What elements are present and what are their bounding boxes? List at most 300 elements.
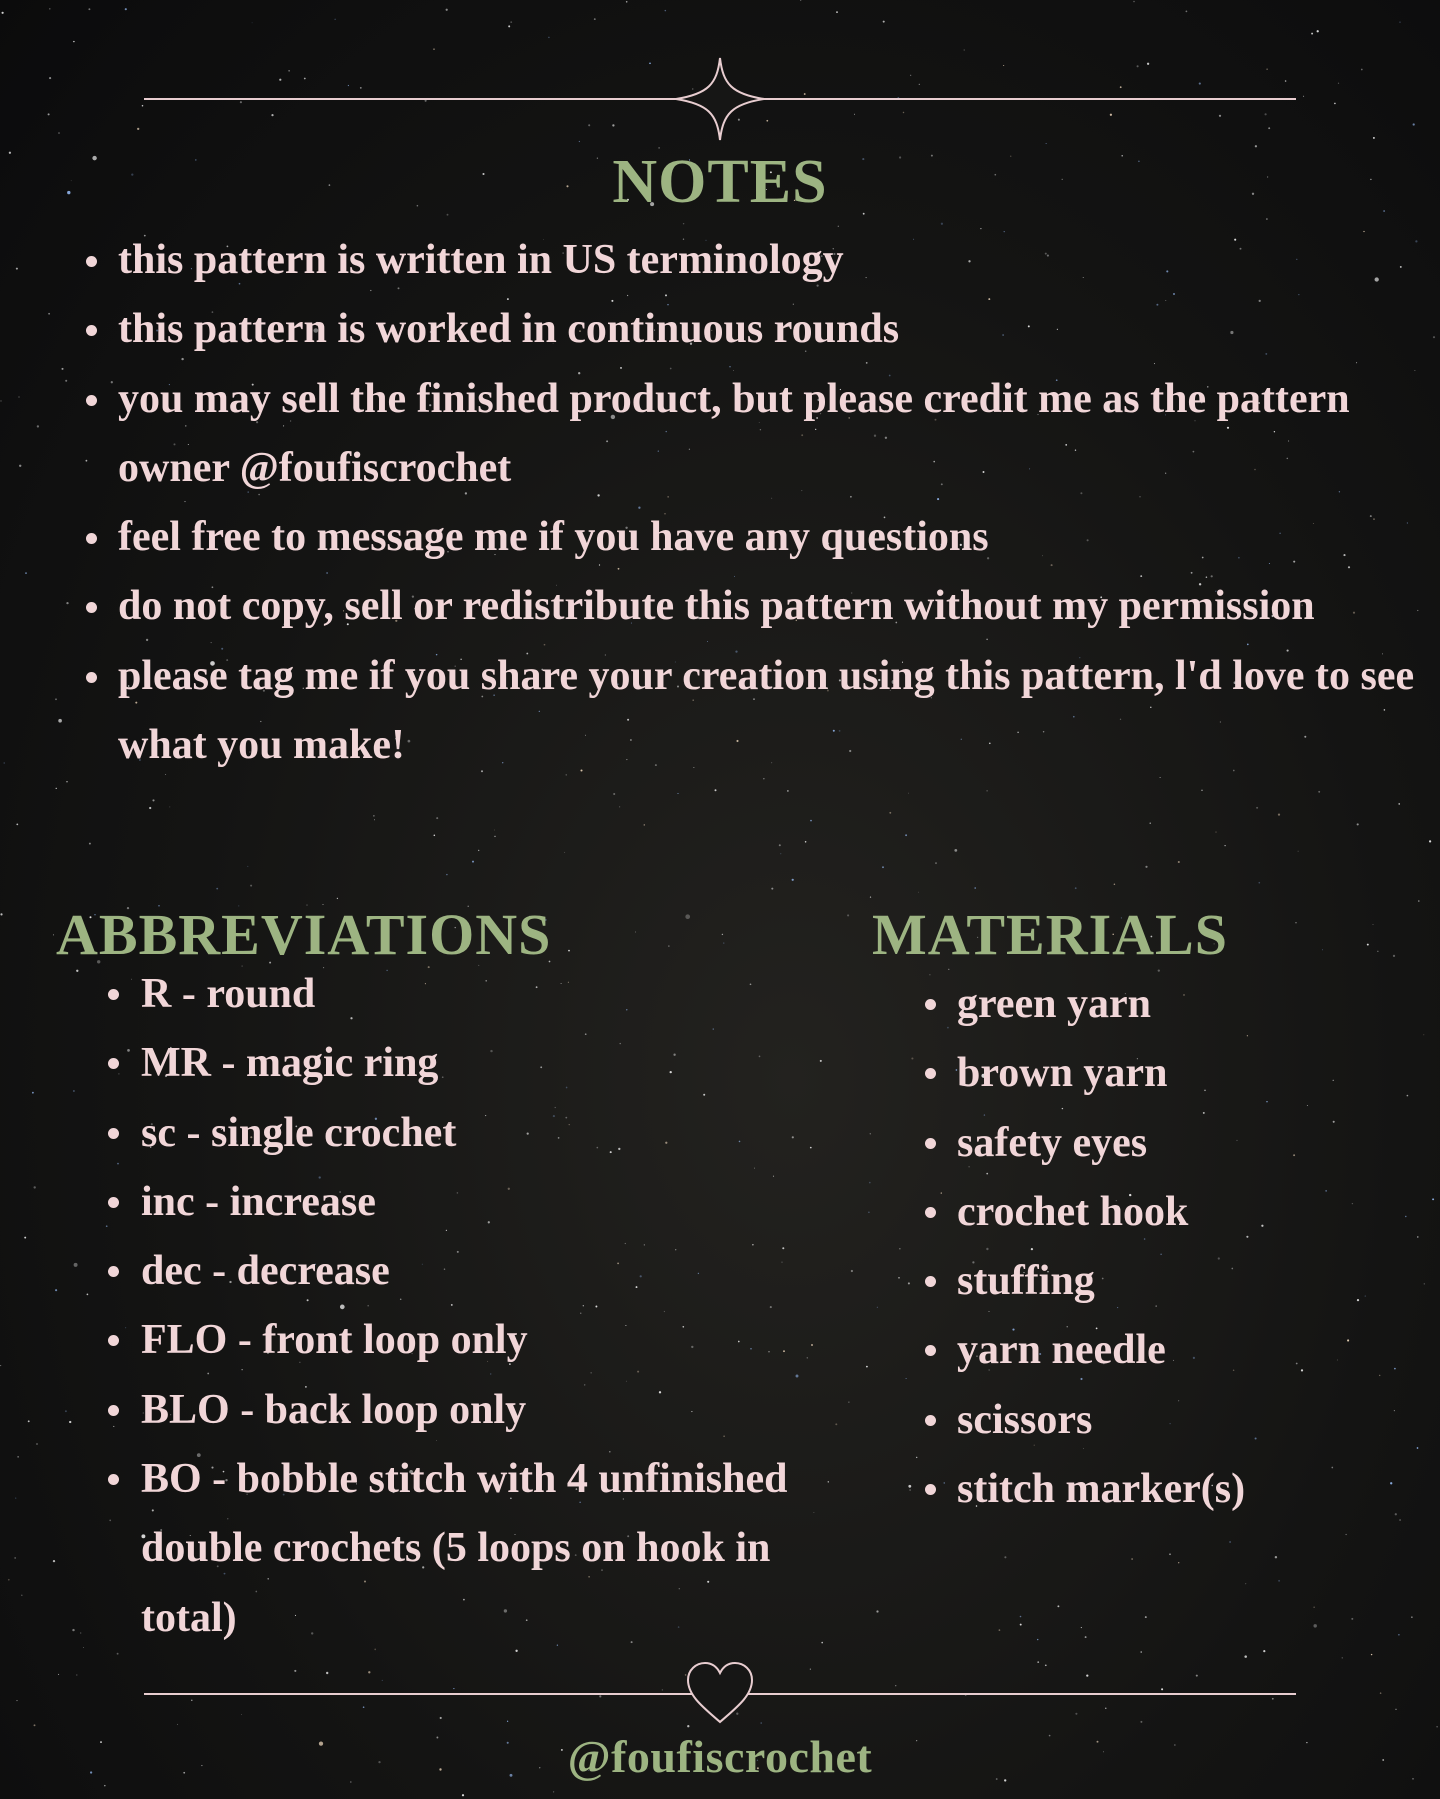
star-dot bbox=[1110, 114, 1112, 116]
star-dot bbox=[974, 887, 976, 889]
star-dot bbox=[1256, 807, 1258, 809]
bullet-icon bbox=[108, 1197, 119, 1208]
note-text: this pattern is written in US terminology bbox=[118, 237, 844, 283]
star-dot bbox=[24, 1237, 26, 1239]
star-dot bbox=[810, 1669, 811, 1670]
star-dot bbox=[999, 1629, 1001, 1631]
star-dot bbox=[191, 1700, 192, 1701]
star-dot bbox=[1373, 137, 1375, 139]
star-dot bbox=[69, 1421, 71, 1423]
bullet-icon bbox=[108, 1128, 119, 1139]
star-dot bbox=[348, 85, 349, 86]
heart-icon bbox=[684, 1660, 756, 1726]
star-dot bbox=[0, 1365, 1, 1366]
material-text: green yarn bbox=[957, 981, 1152, 1027]
material-text: crochet hook bbox=[957, 1188, 1189, 1235]
star-dot bbox=[1334, 103, 1336, 105]
star-dot bbox=[49, 77, 51, 79]
star-dot bbox=[288, 70, 290, 72]
star-dot bbox=[17, 1456, 18, 1457]
star-dot bbox=[1020, 1616, 1022, 1618]
star-dot bbox=[56, 788, 57, 789]
star-dot bbox=[73, 1090, 75, 1092]
star-dot bbox=[111, 381, 113, 383]
star-dot bbox=[58, 1674, 59, 1675]
star-dot bbox=[1357, 823, 1359, 825]
star-dot bbox=[125, 1327, 126, 1328]
star-dot bbox=[18, 396, 19, 397]
star-dot bbox=[1268, 127, 1270, 129]
material-text: stitch marker(s) bbox=[957, 1466, 1246, 1513]
star-dot bbox=[851, 1270, 853, 1272]
star-dot bbox=[1186, 11, 1188, 13]
star-dot bbox=[906, 1378, 907, 1379]
star-dot bbox=[905, 834, 907, 836]
star-dot bbox=[780, 853, 781, 854]
star-dot bbox=[1433, 336, 1435, 338]
bullet-icon bbox=[925, 1415, 936, 1426]
star-dot bbox=[986, 790, 988, 792]
star-dot bbox=[61, 368, 63, 370]
star-dot bbox=[1314, 1607, 1315, 1608]
star-dot bbox=[668, 946, 669, 947]
material-text: brown yarn bbox=[957, 1050, 1168, 1097]
star-dot bbox=[665, 10, 666, 11]
star-dot bbox=[588, 124, 590, 126]
star-dot bbox=[1133, 1, 1135, 3]
star-dot bbox=[87, 1294, 89, 1296]
star-dot bbox=[805, 841, 807, 843]
star-dot bbox=[86, 460, 88, 462]
star-dot bbox=[964, 49, 965, 50]
material-text: stuffing bbox=[957, 1258, 1095, 1305]
star-dot bbox=[1424, 1283, 1425, 1284]
star-dot bbox=[1145, 1616, 1147, 1618]
star-dot bbox=[1178, 1562, 1179, 1563]
star-dot bbox=[360, 87, 362, 89]
star-dot bbox=[1004, 1556, 1006, 1558]
abbreviation-text: FLO - front loop only bbox=[141, 1317, 528, 1364]
star-dot bbox=[453, 1688, 454, 1689]
list-item bbox=[141, 1445, 841, 1653]
material-text: yarn needle bbox=[957, 1327, 1166, 1374]
star-dot bbox=[1398, 803, 1400, 805]
star-dot bbox=[1131, 1558, 1133, 1560]
star-dot bbox=[619, 806, 620, 807]
star-dot bbox=[17, 1700, 18, 1701]
star-dot bbox=[16, 268, 18, 270]
star-dot bbox=[1086, 1674, 1088, 1676]
star-dot bbox=[1313, 1624, 1316, 1627]
star-dot bbox=[683, 223, 684, 224]
star-dot bbox=[848, 1402, 849, 1403]
star-dot bbox=[1045, 1664, 1047, 1666]
abbreviation-text: BLO - back loop only bbox=[141, 1386, 527, 1433]
star-dot bbox=[80, 1632, 81, 1633]
star-dot bbox=[800, 0, 801, 1]
star-dot bbox=[760, 1722, 762, 1724]
star-dot bbox=[66, 781, 67, 782]
star-dot bbox=[1318, 791, 1320, 793]
star-dot bbox=[1351, 1618, 1353, 1620]
materials-list bbox=[957, 970, 1417, 1524]
star-dot bbox=[1219, 115, 1221, 117]
star-dot bbox=[434, 835, 436, 837]
star-dot bbox=[919, 84, 920, 85]
list-item bbox=[141, 960, 841, 1029]
star-dot bbox=[494, 836, 495, 837]
star-dot bbox=[1417, 1236, 1418, 1237]
star-dot bbox=[1272, 1698, 1274, 1700]
star-dot bbox=[909, 1489, 911, 1491]
star-dot bbox=[898, 1277, 900, 1279]
star-dot bbox=[1140, 1721, 1142, 1723]
star-dot bbox=[1342, 1657, 1343, 1658]
star-dot bbox=[1393, 955, 1395, 957]
list-item bbox=[141, 1168, 841, 1237]
star-dot bbox=[1081, 1627, 1082, 1628]
star-dot bbox=[635, 932, 636, 933]
star-dot bbox=[425, 100, 427, 102]
list-item bbox=[957, 1178, 1417, 1247]
materials-heading: MATERIALS bbox=[872, 902, 1228, 967]
star-dot bbox=[1244, 1655, 1247, 1658]
star-dot bbox=[1377, 951, 1378, 952]
notes-list bbox=[118, 226, 1418, 780]
star-dot bbox=[903, 112, 904, 113]
star-dot bbox=[8, 1579, 10, 1581]
bullet-icon bbox=[108, 989, 119, 1000]
star-dot bbox=[1075, 887, 1077, 889]
star-dot bbox=[882, 866, 884, 868]
star-dot bbox=[440, 1717, 442, 1719]
star-dot bbox=[1075, 1713, 1077, 1715]
list-item bbox=[141, 1376, 841, 1445]
footer-handle: @foufiscrochet bbox=[567, 1731, 873, 1782]
star-dot bbox=[947, 1027, 949, 1029]
star-dot bbox=[0, 913, 2, 915]
star-dot bbox=[88, 8, 90, 10]
star-dot bbox=[1085, 1636, 1087, 1638]
star-dot bbox=[779, 844, 781, 846]
star-dot bbox=[510, 21, 512, 23]
star-dot bbox=[117, 1163, 119, 1165]
star-dot bbox=[76, 1674, 77, 1675]
star-dot bbox=[279, 79, 281, 81]
note-text: do not copy, sell or redistribute this pattern without my permission bbox=[118, 583, 1315, 630]
star-dot bbox=[649, 62, 651, 64]
abbreviation-text: sc - single crochet bbox=[141, 1109, 457, 1156]
star-dot bbox=[1245, 1583, 1246, 1584]
abbreviation-text: R - round bbox=[141, 971, 316, 1017]
star-dot bbox=[594, 18, 596, 20]
star-dot bbox=[1278, 1580, 1280, 1582]
bullet-icon bbox=[925, 999, 936, 1010]
star-dot bbox=[1147, 63, 1149, 65]
star-dot bbox=[876, 1610, 878, 1612]
star-dot bbox=[508, 25, 510, 27]
star-dot bbox=[1020, 1624, 1022, 1626]
star-dot bbox=[908, 1485, 911, 1488]
star-dot bbox=[870, 1133, 871, 1134]
star-dot bbox=[1371, 1654, 1372, 1655]
star-dot bbox=[810, 820, 812, 822]
bullet-icon bbox=[925, 1207, 936, 1218]
star-dot bbox=[58, 719, 62, 723]
star-dot bbox=[34, 1186, 36, 1188]
star-dot bbox=[507, 1721, 508, 1722]
bullet-icon bbox=[86, 395, 97, 406]
note-text: feel free to message me if you have any questions bbox=[118, 514, 989, 561]
abbreviation-text: BO - bobble stitch with 4 unfinished double crochets (5 loops on hook in total) bbox=[141, 1456, 788, 1641]
star-dot bbox=[1398, 1634, 1400, 1636]
star-dot bbox=[1215, 832, 1216, 833]
list-item bbox=[118, 295, 1418, 364]
abbreviations-list bbox=[141, 960, 841, 1653]
star-dot bbox=[1169, 1553, 1171, 1555]
star-dot bbox=[368, 1671, 370, 1673]
list-item bbox=[957, 1247, 1417, 1316]
star-dot bbox=[722, 934, 723, 935]
star-dot bbox=[16, 823, 18, 825]
star-dot bbox=[613, 793, 615, 795]
star-dot bbox=[240, 101, 242, 103]
star-dot bbox=[131, 979, 132, 980]
star-dot bbox=[494, 830, 495, 831]
star-dot bbox=[252, 22, 253, 23]
star-dot bbox=[1037, 1639, 1038, 1640]
note-text: this pattern is worked in continuous rounds bbox=[118, 306, 900, 353]
star-dot bbox=[889, 812, 891, 814]
star-dot bbox=[787, 790, 789, 792]
star-dot bbox=[847, 914, 849, 916]
star-dot bbox=[1105, 1708, 1106, 1709]
star-dot bbox=[866, 1366, 868, 1368]
star-dot bbox=[1258, 882, 1260, 884]
bullet-icon bbox=[925, 1484, 936, 1495]
star-dot bbox=[1120, 86, 1122, 88]
star-dot bbox=[472, 861, 474, 863]
star-dot bbox=[1161, 1688, 1163, 1690]
star-dot bbox=[446, 9, 448, 11]
star-dot bbox=[73, 41, 74, 42]
star-dot bbox=[599, 1695, 601, 1697]
star-dot bbox=[1137, 65, 1139, 67]
star-dot bbox=[32, 1092, 34, 1094]
star-dot bbox=[1411, 1616, 1412, 1617]
list-item bbox=[141, 1099, 841, 1168]
star-dot bbox=[106, 1225, 108, 1227]
star-dot bbox=[685, 914, 690, 919]
star-dot bbox=[74, 1263, 78, 1267]
star-dot bbox=[1, 12, 3, 14]
star-dot bbox=[854, 114, 855, 115]
four-point-star-icon bbox=[672, 56, 768, 142]
star-dot bbox=[373, 815, 374, 816]
star-dot bbox=[1295, 922, 1296, 923]
star-dot bbox=[118, 1073, 119, 1074]
abbreviation-text: inc - increase bbox=[141, 1178, 376, 1225]
star-dot bbox=[899, 1248, 900, 1249]
star-dot bbox=[142, 105, 144, 107]
star-dot bbox=[1429, 840, 1431, 842]
list-item bbox=[957, 1455, 1417, 1524]
star-dot bbox=[908, 1282, 910, 1284]
star-dot bbox=[326, 1672, 328, 1674]
star-dot bbox=[53, 934, 54, 935]
star-dot bbox=[1400, 22, 1401, 23]
star-dot bbox=[1196, 1675, 1198, 1677]
star-dot bbox=[1263, 1650, 1265, 1652]
star-dot bbox=[1266, 68, 1268, 70]
star-dot bbox=[34, 1724, 36, 1726]
star-dot bbox=[916, 1457, 917, 1458]
list-item bbox=[957, 1316, 1417, 1385]
note-text: please tag me if you share your creation using this pattern, l'd love to see what you make! bbox=[118, 652, 1415, 769]
list-item bbox=[957, 970, 1417, 1039]
abbreviations-heading: ABBREVIATIONS bbox=[56, 902, 552, 967]
star-dot bbox=[55, 698, 57, 700]
bullet-icon bbox=[925, 1138, 936, 1149]
bullet-icon bbox=[108, 1474, 119, 1485]
star-dot bbox=[1432, 1198, 1434, 1200]
star-dot bbox=[335, 19, 336, 20]
star-dot bbox=[446, 874, 447, 875]
star-dot bbox=[644, 824, 646, 826]
list-item bbox=[957, 1386, 1417, 1455]
list-item bbox=[141, 1237, 841, 1306]
star-dot bbox=[1178, 861, 1180, 863]
star-dot bbox=[363, 1706, 365, 1708]
list-item bbox=[141, 1306, 841, 1375]
star-dot bbox=[89, 843, 91, 845]
abbreviation-text: MR - magic ring bbox=[141, 1040, 439, 1087]
star-dot bbox=[1003, 65, 1004, 66]
star-dot bbox=[382, 1680, 383, 1681]
star-dot bbox=[1037, 1661, 1039, 1663]
star-dot bbox=[1317, 30, 1319, 32]
star-dot bbox=[109, 1520, 111, 1522]
star-dot bbox=[935, 862, 937, 864]
star-dot bbox=[918, 892, 919, 893]
star-dot bbox=[883, 21, 885, 23]
star-dot bbox=[65, 1410, 67, 1412]
star-dot bbox=[1423, 1034, 1424, 1035]
star-dot bbox=[271, 114, 273, 116]
star-dot bbox=[1114, 884, 1116, 886]
star-dot bbox=[792, 879, 794, 881]
star-dot bbox=[895, 1685, 896, 1686]
star-dot bbox=[0, 400, 1, 401]
star-dot bbox=[1199, 83, 1201, 85]
star-dot bbox=[169, 806, 170, 807]
star-dot bbox=[304, 78, 306, 80]
star-dot bbox=[247, 866, 248, 867]
star-dot bbox=[1338, 83, 1339, 84]
star-dot bbox=[804, 93, 806, 95]
star-dot bbox=[49, 8, 50, 9]
star-dot bbox=[877, 1307, 878, 1308]
star-dot bbox=[1367, 944, 1369, 946]
star-dot bbox=[55, 1289, 57, 1291]
bullet-icon bbox=[86, 256, 97, 267]
star-dot bbox=[125, 8, 127, 10]
star-dot bbox=[462, 1794, 464, 1796]
star-dot bbox=[48, 113, 50, 115]
star-dot bbox=[37, 425, 39, 427]
star-dot bbox=[58, 132, 60, 134]
star-dot bbox=[117, 1653, 119, 1655]
star-dot bbox=[723, 943, 724, 944]
star-dot bbox=[1395, 1709, 1396, 1710]
star-dot bbox=[374, 819, 375, 820]
star-dot bbox=[1345, 1534, 1346, 1535]
star-dot bbox=[48, 313, 50, 315]
notes-heading: NOTES bbox=[612, 148, 828, 216]
star-dot bbox=[250, 885, 252, 887]
star-dot bbox=[941, 1192, 942, 1193]
star-dot bbox=[553, 1791, 554, 1792]
star-dot bbox=[568, 950, 570, 952]
star-dot bbox=[28, 1420, 30, 1422]
bullet-icon bbox=[86, 672, 97, 683]
star-dot bbox=[1322, 949, 1323, 950]
list-item bbox=[141, 1029, 841, 1098]
star-dot bbox=[1278, 814, 1280, 816]
star-dot bbox=[1311, 33, 1313, 35]
note-text: you may sell the finished product, but please credit me as the pattern owner @foufiscrochet bbox=[118, 375, 1350, 491]
abbreviation-text: dec - decrease bbox=[141, 1248, 390, 1295]
star-dot bbox=[911, 1057, 913, 1059]
list-item bbox=[118, 226, 1418, 295]
star-dot bbox=[1418, 900, 1420, 902]
list-item bbox=[118, 365, 1418, 504]
star-dot bbox=[113, 1426, 114, 1427]
star-dot bbox=[15, 1557, 16, 1558]
list-item bbox=[118, 642, 1418, 781]
star-dot bbox=[715, 789, 717, 791]
star-dot bbox=[548, 37, 550, 39]
star-dot bbox=[941, 223, 943, 225]
list-item bbox=[118, 503, 1418, 572]
star-dot bbox=[910, 75, 911, 76]
star-dot bbox=[66, 602, 68, 604]
star-dot bbox=[870, 896, 871, 897]
star-dot bbox=[1150, 823, 1151, 824]
star-dot bbox=[241, 1714, 242, 1715]
star-dot bbox=[836, 11, 838, 13]
star-dot bbox=[1298, 851, 1299, 852]
star-dot bbox=[1140, 1651, 1142, 1653]
star-dot bbox=[478, 850, 479, 851]
star-dot bbox=[436, 817, 438, 819]
star-dot bbox=[137, 128, 139, 130]
star-dot bbox=[771, 888, 773, 890]
list-item bbox=[957, 1039, 1417, 1108]
star-dot bbox=[1275, 1556, 1277, 1558]
star-dot bbox=[1413, 123, 1415, 125]
material-text: safety eyes bbox=[957, 1119, 1148, 1166]
list-item bbox=[118, 572, 1418, 641]
star-dot bbox=[677, 793, 678, 794]
star-dot bbox=[1201, 790, 1202, 791]
star-dot bbox=[149, 807, 151, 809]
star-dot bbox=[1303, 96, 1304, 97]
star-dot bbox=[25, 572, 27, 574]
star-dot bbox=[954, 849, 957, 852]
star-dot bbox=[564, 852, 565, 853]
star-dot bbox=[626, 1, 628, 3]
